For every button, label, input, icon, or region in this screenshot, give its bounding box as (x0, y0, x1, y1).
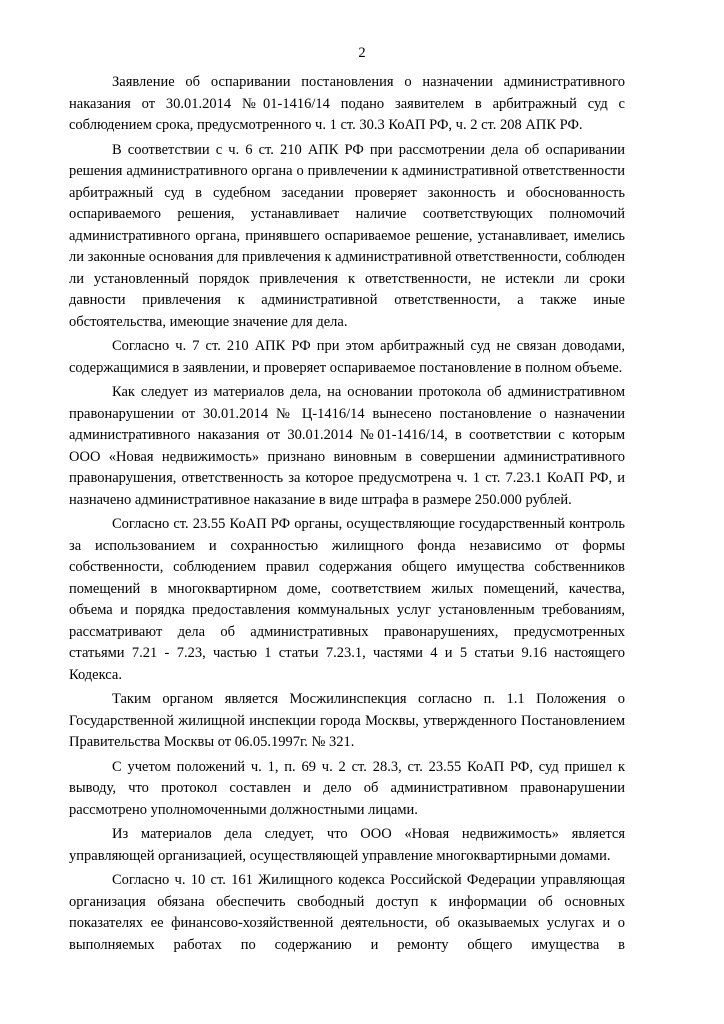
paragraph-5: Согласно ст. 23.55 КоАП РФ органы, осуществляющие государственный контроль за использованием и сохранностью жилищного фонда независимо от формы собственности, соблюдением правил содержания общего имущества собственников помещений в многоквартирном доме, соответствием жилых помещений, качества, объема и порядка предоставления коммунальных услуг установленным требованиям, рассматривают дела об административных правонарушениях, предусмотренных статьями 7.21 - 7.23, частью 1 статьи 7.23.1, частями 4 и 5 статьи 9.16 настоящего Кодекса. (69, 516, 625, 683)
page-number: 2 (358, 45, 366, 61)
paragraph-8: Из материалов дела следует, что ООО «Новая недвижимость» является управляющей организацией, осуществляющей управление многоквартирными домами. (69, 826, 625, 864)
paragraph-4: Как следует из материалов дела, на основании протокола об административном правонарушении от 30.01.2014 № Ц-1416/14 вынесено постановление о назначении административного наказания от 30.01.2014 №01-1416/14, в соответствии с которым ООО «Новая недвижимость» признано виновным в совершении административного правонарушения, ответственность за которое предусмотрена ч. 1 ст. 7.23.1 КоАП РФ, и назначено административное наказание в виде штрафа в размере 250.000 рублей. (69, 384, 625, 508)
paragraph-3: Согласно ч. 7 ст. 210 АПК РФ при этом арбитражный суд не связан доводами, содержащимися в заявлении, и проверяет оспариваемое постановление в полном объеме. (69, 338, 625, 376)
document-body (69, 72, 625, 959)
paragraph-9: Согласно ч. 10 ст. 161 Жилищного кодекса Российской Федерации управляющая организация обязана обеспечить свободный доступ к информации об основных показателях ее финансово-хозяйственной деятельности, об оказываемых услугах и о выполняемых работах по содержанию и ремонту общего имущества в (69, 872, 625, 953)
paragraph-1: Заявление об оспаривании постановления о назначении административного наказания от 30.01.2014 №01-1416/14 подано заявителем в арбитражный суд с соблюдением срока, предусмотренного ч. 1 ст. 30.3 КоАП РФ, ч. 2 ст. 208 АПК РФ. (69, 74, 625, 133)
paragraph-6: Таким органом является Мосжилинспекция согласно п. 1.1 Положения о Государственной жилищной инспекции города Москвы, утвержденного Постановлением Правительства Москвы от 06.05.1997г. № 321. (69, 691, 625, 750)
paragraph-7: С учетом положений ч. 1, п. 69 ч. 2 ст. 28.3, ст. 23.55 КоАП РФ, суд пришел к выводу, что протокол составлен и дело об административном правонарушении рассмотрено уполномоченными должностными лицами. (69, 758, 625, 818)
paragraph-2: В соответствии с ч. 6 ст. 210 АПК РФ при рассмотрении дела об оспаривании решения административного органа о привлечении к административной ответственности арбитражный суд в судебном заседании проверяет законность и обоснованность оспариваемого решения, устанавливает наличие соответствующих полномочий административного органа, принявшего оспариваемое решение, устанавливает, имелись ли законные основания для привлечения к административной ответственности, соблюден ли установленный порядок привлечения к ответственности, не истекли ли сроки давности привлечения к административной ответственности, а также иные обстоятельства, имеющие значение для дела. (69, 141, 625, 330)
